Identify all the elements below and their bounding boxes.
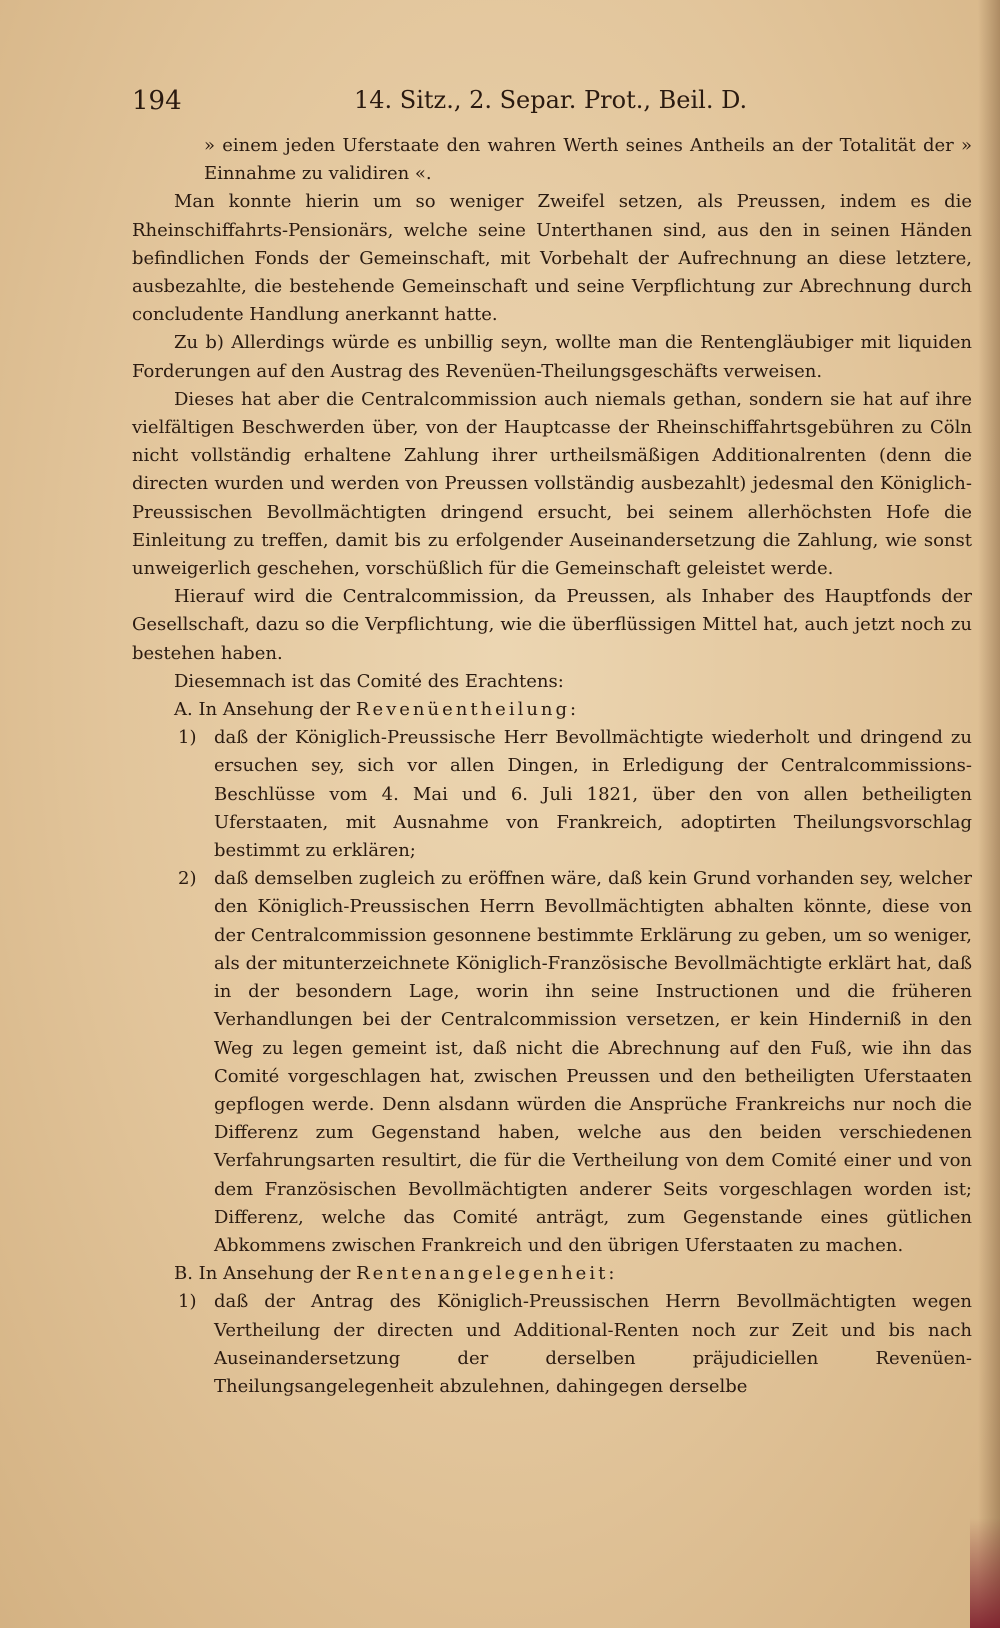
running-head: 14. Sitz., 2. Separ. Prot., Beil. D. [354, 86, 748, 114]
list-text: daß demselben zugleich zu eröffnen wäre, daß kein Grund vorhanden sey, welcher den Königlich-Preussischen Herrn Bevollmächtigten abhalten könnte, diese von der Centralcommission gesonnene bestimmte Erklärung zu geben, um so weniger, als der mitunterzeichnete Königlich-Französische Bevollmächtigte erklärt hat, daß in der besondern Lage, worin ihn seine Instructionen und die früheren Verhandlungen bei der Centralcommission versetzen, er kein Hinderniß in den Weg zu legen gemeint ist, daß nicht die Abrechnung auf den Fuß, wie ihn das Comité vorgeschlagen hat, zwischen Preussen und den betheiligten Uferstaaten gepflogen werde. Denn alsdann würden die Ansprüche Frankreichs nur noch die Differenz zum Gegenstand haben, welche aus den beiden verschiedenen Verfahrungsarten resultirt, die für die Vertheilung von dem Comité einer und von dem Französischen Bevollmächtigten anderer Seits vorgeschlagen worden ist; Differenz, welche das Comité anträgt, zum Gegenstande eines gütlichen Abkommens zwischen Frankreich und den übrigen Uferstaaten zu machen. [214, 868, 972, 1256]
paragraph: Man konnte hierin um so weniger Zweifel setzen, als Preussen, indem es die Rheinschiffahrts-Pensionärs, welche seine Unterthanen sind, aus den in seinen Händen befindlichen Fonds der Gemeinschaft, mit Vorbehalt der Aufrechnung an diese letztere, ausbezahlte, die bestehende Gemeinschaft und seine Verpflichtung zur Abrechnung durch concludente Handlung anerkannt hatte. [132, 191, 972, 326]
list-item [132, 1288, 972, 1401]
section-a-label: A. In Ansehung der [174, 699, 351, 721]
list-text: daß der Antrag des Königlich-Preussischen Herrn Bevollmächtigten wegen Vertheilung der directen und Additional-Renten noch zur Zeit und bis nach Auseinandersetzung der derselben präjudiciellen Revenüen-Theilungsangelegenheit abzulehnen, dahingegen derselbe [214, 1291, 972, 1397]
section-b-heading [132, 1260, 972, 1288]
list-item [132, 865, 972, 1260]
paragraph: Diesemnach ist das Comité des Erachtens: [174, 670, 564, 692]
section-b-label: B. In Ansehung der [174, 1263, 351, 1285]
list-number: 1) [178, 727, 197, 749]
list-item [132, 724, 972, 865]
paragraph: Dieses hat aber die Centralcommission auch niemals gethan, sondern sie hat auf ihre vielfältigen Beschwerden über, von der Hauptcasse der Rheinschiffahrtsgebühren zu Cöln nicht vollständig erhaltene Zahlung ihrer urtheilsmäßigen Additionalrenten (denn die directen wurden und werden von Preussen vollständig ausbezahlt) jedesmal den Königlich-Preussischen Bevollmächtigten dringend ersucht, bei seinem allerhöchsten Hofe die Einleitung zu treffen, damit bis zu erfolgender Auseinandersetzung die Zahlung, wie sonst unweigerlich geschehen, vorschüßlich für die Gemeinschaft geleistet werde. [132, 388, 972, 580]
section-a-title: Revenüentheilung: [355, 699, 580, 721]
list-number: 1) [178, 1291, 197, 1313]
paragraph: Hierauf wird die Centralcommission, da Preussen, als Inhaber des Hauptfonds der Gesellschaft, dazu so die Verpflichtung, wie die überflüssigen Mittel hat, auch jetzt noch zu bestehen haben. [132, 586, 972, 664]
page-edge-shadow [978, 0, 1000, 1628]
paragraph: Zu b) Allerdings würde es unbillig seyn, wollte man die Rentengläubiger mit liquiden Forderungen auf den Austrag des Revenüen-Theilungsgeschäfts verweisen. [132, 332, 972, 382]
list-number: 2) [178, 868, 197, 890]
section-b-title: Rentenangelegenheit: [356, 1263, 618, 1285]
corner-mark [970, 1518, 1000, 1628]
page-header [132, 86, 832, 122]
section-a-heading [132, 696, 972, 724]
paragraph-quote: » einem jeden Uferstaate den wahren Werth seines Antheils an der Totalität der » Einnahme zu validiren «. [204, 135, 972, 185]
page-body [132, 132, 972, 1401]
page-number: 194 [132, 86, 182, 116]
list-text: daß der Königlich-Preussische Herr Bevollmächtigte wiederholt und dringend zu ersuchen sey, sich vor allen Dingen, in Erledigung der Centralcommissions-Beschlüsse vom 4. Mai und 6. Juli 1821, über den von allen betheiligten Uferstaaten, mit Ausnahme von Frankreich, adoptirten Theilungsvorschlag bestimmt zu erklären; [214, 727, 972, 862]
